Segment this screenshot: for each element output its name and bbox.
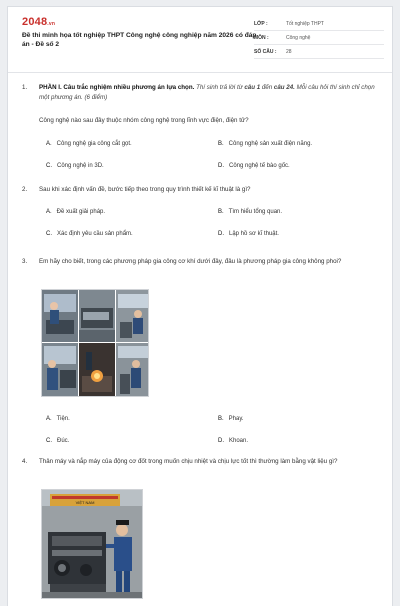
option-b[interactable] — [218, 415, 244, 425]
question-text: Công nghệ nào sau đây thuộc nhóm công nghệ trong lĩnh vực điện, điện tử? — [39, 117, 249, 124]
option-letter: C. — [46, 163, 52, 169]
option-letter: A. — [46, 141, 52, 147]
option-d[interactable] — [218, 162, 290, 172]
option-text: Đề xuất giải pháp. — [56, 209, 106, 215]
option-text: Công nghệ tế bào gốc. — [229, 163, 290, 169]
exam-title: Đề thi minh họa tốt nghiệp THPT Công nghệ công nghiệp năm 2026 có đáp án - Đề số 2 — [22, 32, 257, 48]
question-text: Thân máy và nắp máy của động cơ đốt trong muốn chịu nhiệt và chịu lực tốt thì thường làm bằng vật liệu gì? — [39, 458, 338, 465]
option-letter: B. — [218, 416, 224, 422]
option-c[interactable] — [46, 437, 69, 447]
meta-label: LỚP : — [254, 20, 268, 27]
exam-header — [8, 7, 392, 73]
option-text: Công nghệ in 3D. — [57, 163, 104, 169]
workshop-photo-collage — [41, 289, 149, 397]
instruction-bold: câu 24. — [273, 84, 295, 91]
option-c[interactable] — [46, 230, 133, 240]
option-text: Công nghệ sản xuất điện năng. — [228, 141, 313, 147]
logo-number: 2048 — [22, 16, 48, 28]
option-a[interactable] — [46, 415, 70, 425]
meta-value: Tốt nghiệp THPT — [286, 20, 324, 27]
option-b[interactable] — [218, 140, 312, 150]
engine-photo-illustration — [42, 490, 143, 599]
question-4 — [22, 457, 384, 606]
option-d[interactable] — [218, 437, 248, 447]
workshop-photo-illustration — [42, 290, 149, 397]
exam-page — [7, 6, 393, 606]
option-a[interactable] — [46, 208, 105, 218]
engine-photo — [41, 489, 143, 599]
meta-value: Công nghệ — [286, 34, 311, 41]
meta-value: 28 — [286, 48, 292, 55]
question-2 — [22, 185, 384, 255]
option-letter: A. — [46, 416, 52, 422]
option-b[interactable] — [218, 208, 282, 218]
meta-row-count — [254, 45, 384, 59]
option-letter: D. — [218, 438, 224, 444]
option-a[interactable] — [46, 140, 132, 150]
option-letter: D. — [218, 163, 224, 169]
instruction-text: Thí sinh trả lời từ — [194, 84, 245, 91]
option-d[interactable] — [218, 230, 279, 240]
option-letter: C. — [46, 231, 52, 237]
meta-row-subject — [254, 31, 384, 45]
meta-label: MÔN : — [254, 34, 269, 41]
option-text: Công nghệ gia công cắt gọt. — [56, 141, 132, 147]
question-number: 4. — [22, 458, 28, 465]
question-instruction — [39, 83, 382, 102]
option-letter: D. — [218, 231, 224, 237]
logo-tld: .vn — [47, 21, 56, 27]
exam-meta — [254, 17, 384, 59]
question-text: Sau khi xác định vấn đề, bước tiếp theo trong quy trình thiết kế kĩ thuật là gì? — [39, 186, 251, 193]
part-label: PHẦN I. Câu trắc nghiệm nhiều phương án lựa chọn. — [39, 84, 195, 91]
instruction-text: đến — [260, 84, 274, 91]
instruction-text: Mỗi câu hỏi thí sinh chỉ chọn một phương án. (6 điểm) — [39, 84, 375, 101]
question-number: 3. — [22, 258, 28, 265]
meta-row-class — [254, 17, 384, 31]
option-text: Tiện. — [56, 416, 70, 422]
option-text: Đúc. — [57, 438, 70, 444]
question-text: Em hãy cho biết, trong các phương pháp gia công cơ khí dưới đây, đâu là phương pháp gia công không phoi? — [39, 258, 342, 265]
option-text: Phay. — [228, 416, 244, 422]
banner-text: VIỆT NAM — [75, 500, 95, 505]
option-text: Xác định yêu cầu sản phẩm. — [57, 231, 133, 237]
option-text: Khoan. — [229, 438, 249, 444]
option-letter: C. — [46, 438, 52, 444]
option-text: Tìm hiểu tổng quan. — [228, 209, 283, 215]
question-number: 2. — [22, 186, 28, 193]
option-letter: A. — [46, 209, 52, 215]
option-letter: B. — [218, 141, 224, 147]
meta-label: SỐ CÂU : — [254, 48, 277, 55]
option-c[interactable] — [46, 162, 104, 172]
question-3 — [22, 257, 384, 453]
option-letter: B. — [218, 209, 224, 215]
question-number: 1. — [22, 84, 28, 91]
site-logo[interactable] — [22, 16, 55, 28]
instruction-bold: câu 1 — [244, 84, 261, 91]
option-text: Lập hồ sơ kĩ thuật. — [229, 231, 279, 237]
